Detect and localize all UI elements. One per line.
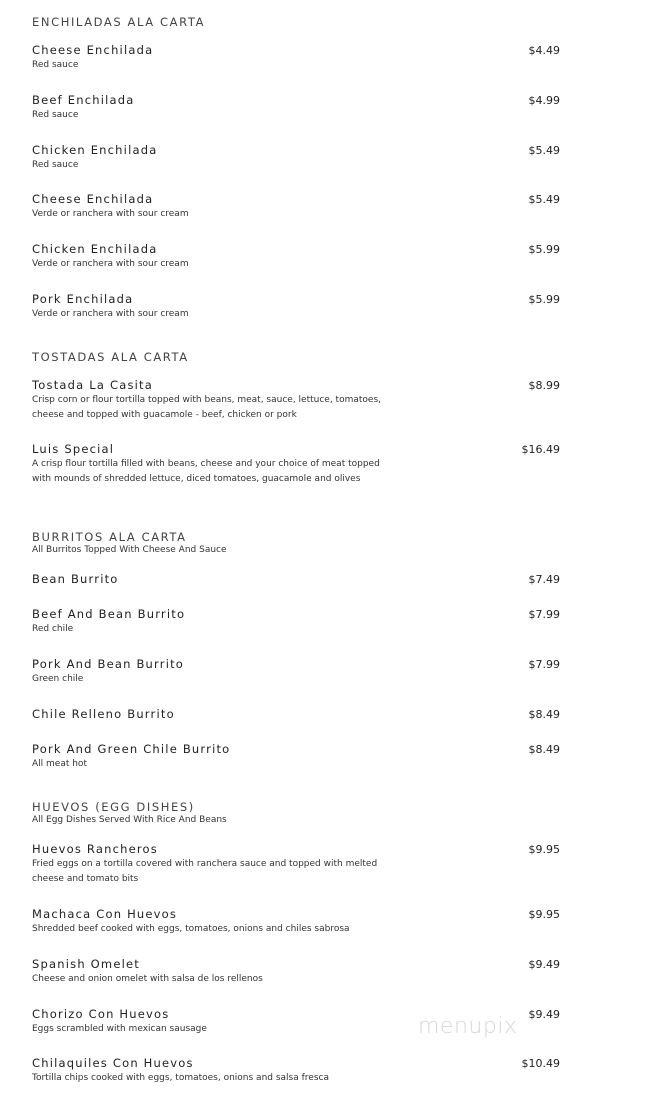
item-name: Pork And Bean Burrito: [32, 657, 185, 671]
item-description: Red sauce: [32, 60, 79, 70]
item-price: $5.49: [528, 193, 560, 206]
item-price: $16.49: [521, 443, 560, 456]
item-price: $7.99: [528, 608, 560, 621]
menupix-watermark: menupix: [418, 1014, 518, 1039]
item-name: Luis Special: [32, 442, 115, 456]
item-price: $8.49: [528, 708, 560, 721]
item-price: $9.49: [528, 958, 560, 971]
item-price: $7.49: [528, 573, 560, 586]
item-price: $9.95: [528, 843, 560, 856]
item-price: $10.49: [521, 1057, 560, 1070]
item-price: $4.99: [528, 94, 560, 107]
section-subtitle: All Burritos Topped With Cheese And Sauce: [32, 545, 227, 555]
section-title: TOSTADAS ALA CARTA: [32, 350, 189, 364]
item-price: $8.49: [528, 743, 560, 756]
item-description: Verde or ranchera with sour cream: [32, 209, 189, 219]
item-price: $5.49: [528, 144, 560, 157]
item-name: Pork And Green Chile Burrito: [32, 742, 231, 756]
item-name: Machaca Con Huevos: [32, 907, 178, 921]
item-description: Shredded beef cooked with eggs, tomatoes, onions and chiles sabrosa: [32, 924, 350, 934]
item-name: Chilaquiles Con Huevos: [32, 1056, 194, 1070]
item-description: A crisp flour tortilla filled with beans, cheese and your choice of meat topped with mounds of shredded lettuce, diced tomatoes, guacamole and olives: [32, 459, 380, 484]
item-description: Verde or ranchera with sour cream: [32, 309, 189, 319]
item-price: $4.49: [528, 44, 560, 57]
section-title: ENCHILADAS ALA CARTA: [32, 15, 206, 29]
item-price: $5.99: [528, 293, 560, 306]
item-name: Tostada La Casita: [32, 378, 153, 392]
item-name: Bean Burrito: [32, 572, 119, 586]
item-name: Chicken Enchilada: [32, 242, 158, 256]
section-subtitle: All Egg Dishes Served With Rice And Beans: [32, 815, 227, 825]
item-name: Cheese Enchilada: [32, 43, 154, 57]
section-title: HUEVOS (EGG DISHES): [32, 800, 195, 814]
item-price: $9.95: [528, 908, 560, 921]
item-name: Chicken Enchilada: [32, 143, 158, 157]
item-description: Crisp corn or flour tortilla topped with beans, meat, sauce, lettuce, tomatoes, cheese and topped with guacamole - beef, chicken or pork: [32, 395, 381, 420]
item-name: Huevos Rancheros: [32, 842, 158, 856]
item-price: $7.99: [528, 658, 560, 671]
item-name: Chile Relleno Burrito: [32, 707, 175, 721]
item-description: Green chile: [32, 674, 84, 684]
item-name: Chorizo Con Huevos: [32, 1007, 170, 1021]
item-description: Red chile: [32, 624, 74, 634]
item-name: Pork Enchilada: [32, 292, 134, 306]
item-description: Eggs scrambled with mexican sausage: [32, 1024, 207, 1034]
item-description: Red sauce: [32, 160, 79, 170]
item-name: Beef Enchilada: [32, 93, 135, 107]
item-price: $5.99: [528, 243, 560, 256]
item-price: $8.99: [528, 379, 560, 392]
item-description: All meat hot: [32, 759, 87, 769]
item-description: Red sauce: [32, 110, 79, 120]
item-description: Verde or ranchera with sour cream: [32, 259, 189, 269]
item-description: Fried eggs on a tortilla covered with ranchera sauce and topped with melted cheese and tomato bits: [32, 859, 378, 884]
item-name: Beef And Bean Burrito: [32, 607, 186, 621]
item-description: Tortilla chips cooked with eggs, tomatoes, onions and salsa fresca: [32, 1073, 329, 1083]
item-description: Cheese and onion omelet with salsa de los rellenos: [32, 974, 263, 984]
item-price: $9.49: [528, 1008, 560, 1021]
item-name: Spanish Omelet: [32, 957, 140, 971]
section-title: BURRITOS ALA CARTA: [32, 530, 187, 544]
item-name: Cheese Enchilada: [32, 192, 154, 206]
